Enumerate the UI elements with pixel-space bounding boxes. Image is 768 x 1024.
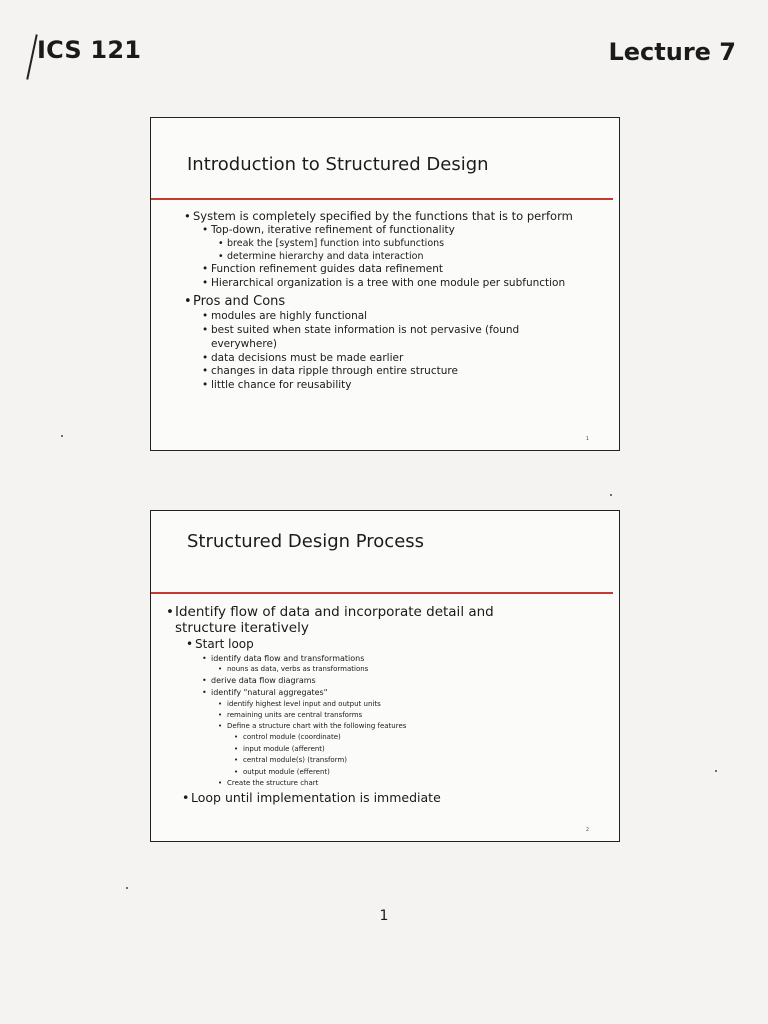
slide-number: 1 xyxy=(585,436,589,442)
bullet: • break the [system] function into subfunctions xyxy=(227,238,599,251)
bullet: • System is completely specified by the functions that is to perform xyxy=(193,209,599,224)
title-divider xyxy=(151,592,613,594)
bullet-list xyxy=(183,209,599,393)
bullet: • output module (efferent) xyxy=(243,767,599,779)
slide-title: Introduction to Structured Design xyxy=(187,154,489,175)
bullet: • determine hierarchy and data interaction xyxy=(227,251,599,264)
speck xyxy=(715,770,717,772)
speck xyxy=(61,435,63,437)
bullet: • modules are highly functional xyxy=(211,310,599,324)
bullet: • control module (coordinate) xyxy=(243,732,599,744)
title-divider xyxy=(151,198,613,200)
bullet: • Define a structure chart with the following features xyxy=(227,721,599,732)
bullet: • derive data flow diagrams xyxy=(211,675,599,687)
bullet: • nouns as data, verbs as transformations xyxy=(227,664,599,675)
bullet: • central module(s) (transform) xyxy=(243,755,599,767)
bullet-list xyxy=(165,604,599,807)
bullet: • little chance for reusability xyxy=(211,379,599,393)
bullet: • Function refinement guides data refinement xyxy=(211,263,599,277)
bullet: • Identify flow of data and incorporate detail and structure iteratively xyxy=(175,604,599,636)
slide-2 xyxy=(150,510,620,842)
bullet: • identify "natural aggregates" xyxy=(211,687,599,699)
lecture-title: Lecture 7 xyxy=(608,38,736,66)
speck xyxy=(610,494,612,496)
bullet: • remaining units are central transforms xyxy=(227,710,599,721)
bullet: • changes in data ripple through entire structure xyxy=(211,365,599,379)
bullet: • Create the structure chart xyxy=(227,778,599,789)
bullet: • input module (afferent) xyxy=(243,744,599,756)
bullet: • data decisions must be made earlier xyxy=(211,352,599,366)
bullet: • Top-down, iterative refinement of functionality xyxy=(211,224,599,238)
bullet: • identify data flow and transformations xyxy=(211,653,599,665)
bullet: • Start loop xyxy=(195,636,599,652)
course-title: ICS 121 xyxy=(37,36,142,64)
speck xyxy=(126,887,128,889)
bullet: • Pros and Cons xyxy=(193,293,599,310)
page-number: 1 xyxy=(379,908,389,924)
bullet: • Loop until implementation is immediate xyxy=(191,789,599,807)
slide-1 xyxy=(150,117,620,451)
slide-title: Structured Design Process xyxy=(187,531,425,552)
bullet: • Hierarchical organization is a tree with one module per subfunction xyxy=(211,277,599,291)
bullet: • identify highest level input and output units xyxy=(227,699,599,710)
slide-number: 2 xyxy=(585,827,589,833)
bullet: • best suited when state information is not pervasive (found everywhere) xyxy=(211,324,599,352)
